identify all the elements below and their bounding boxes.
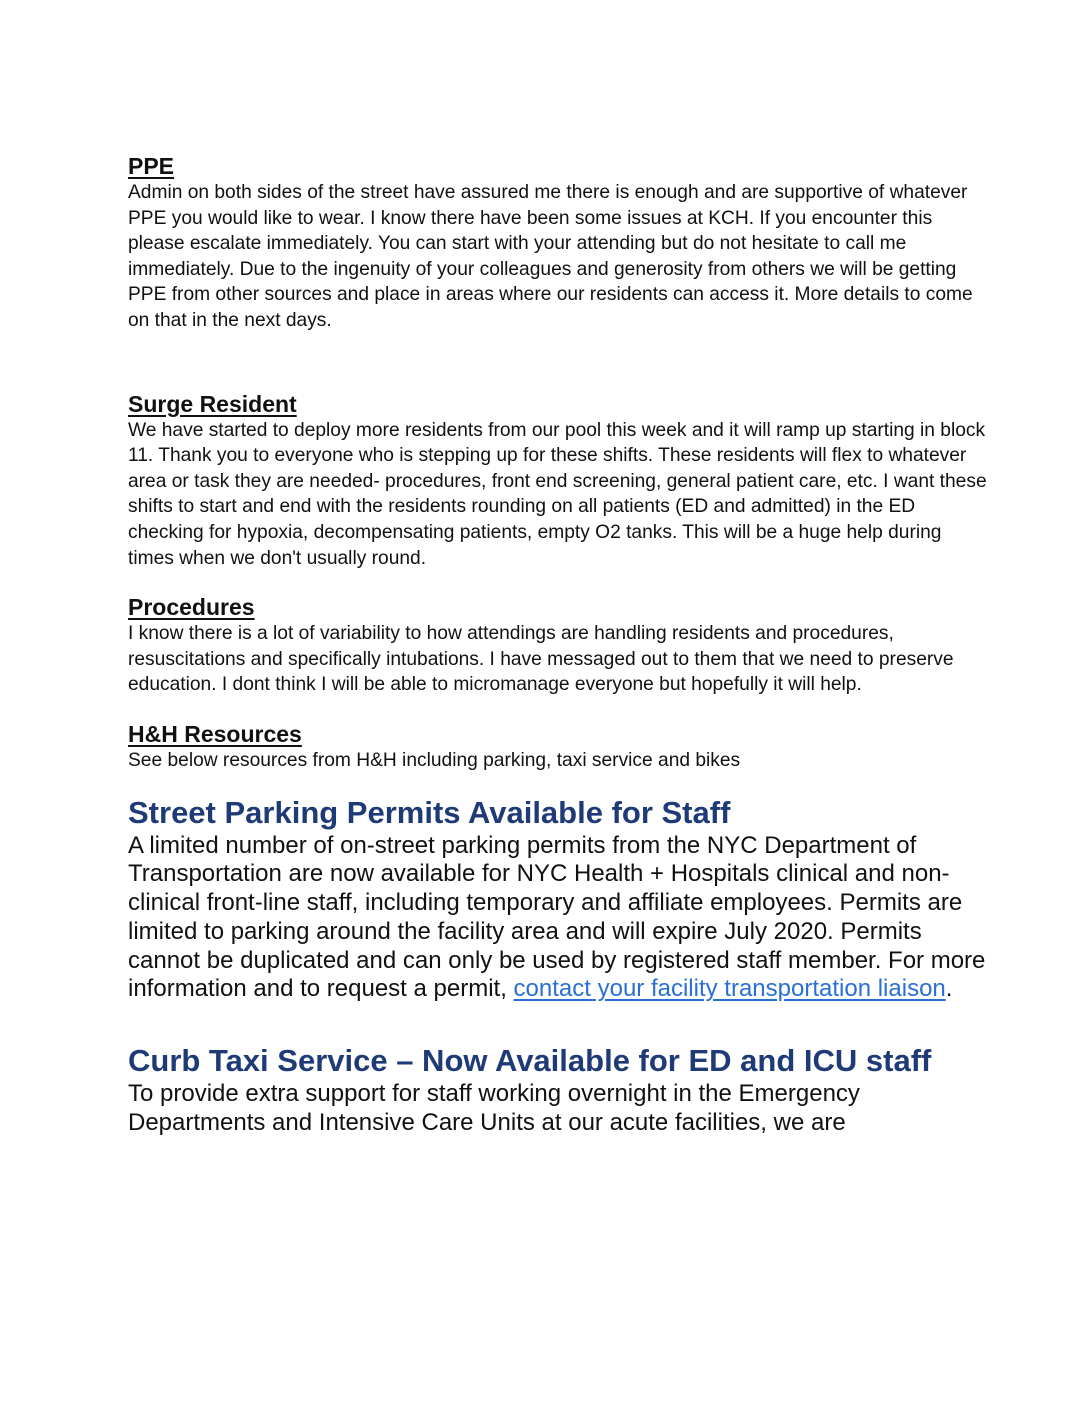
taxi-body: To provide extra support for staff working overnight in the Emergency Departments and Intensive Care Units at our acute facilities, we are <box>128 1080 860 1137</box>
spacer <box>128 774 988 794</box>
spacer <box>128 334 988 390</box>
parking-body-text: A limited number of on-street parking permits from the NYC Department of Transportation are now available for NYC Health + Hospitals clinical and non-clinical front-line staff, including temporary and affiliate employees. Permits are limited to parking around the facility area and will expire July 2020. Permits cannot be duplicated and can only be used by registered staff member. For more information and to request a permit, <box>128 831 986 1003</box>
ppe-body: Admin on both sides of the street have assured me there is enough and are supportive of whatever PPE you would like to wear. I know there have been some issues at KCH. If you encounter this please escalate immediately. You can start with your attending but do not hesitate to call me immediately. Due to the ingenuity of your colleagues and generosity from others we will be getting PPE from other sources and place in areas where our residents can access it. More details to come on that in the next days. <box>128 182 973 331</box>
document-page <box>128 152 988 1138</box>
spacer <box>128 1004 988 1042</box>
hh-resources-body: See below resources from H&H including parking, taxi service and bikes <box>128 749 741 771</box>
procedures-heading: Procedures <box>128 594 255 621</box>
parking-body-end: . <box>945 975 953 1003</box>
surge-resident-body: We have started to deploy more residents from our pool this week and it will ramp up starting in block 11. Thank you to everyone who is stepping up for these shifts. These residents will flex to whatever area or task they are needed- procedures, front end screening, general patient care, etc. I want these shifts to start and end with the residents rounding on all patients (ED and admitted) in the ED checking for hypoxia, decompensating patients, empty O2 tanks. This will be a huge help during times when we don't usually round. <box>128 419 987 569</box>
hh-resources-heading: H&H Resources <box>128 720 302 747</box>
surge-resident-heading: Surge Resident <box>128 390 297 417</box>
spacer <box>128 571 988 593</box>
ppe-heading: PPE <box>128 153 175 179</box>
parking-body <box>128 832 988 1005</box>
procedures-body: I know there is a lot of variability to how attendings are handling residents and procedures, resuscitations and specifically intubations. I have messaged out to them that we need to preserve education. I dont think I will be able to micromanage everyone but hopefully it will help. <box>128 623 954 696</box>
taxi-heading: Curb Taxi Service – Now Available for ED and ICU staff <box>128 1043 932 1079</box>
spacer <box>128 698 988 720</box>
transportation-liaison-link[interactable]: contact your facility transportation liaison <box>513 975 946 1003</box>
parking-heading: Street Parking Permits Available for Staff <box>128 794 731 830</box>
